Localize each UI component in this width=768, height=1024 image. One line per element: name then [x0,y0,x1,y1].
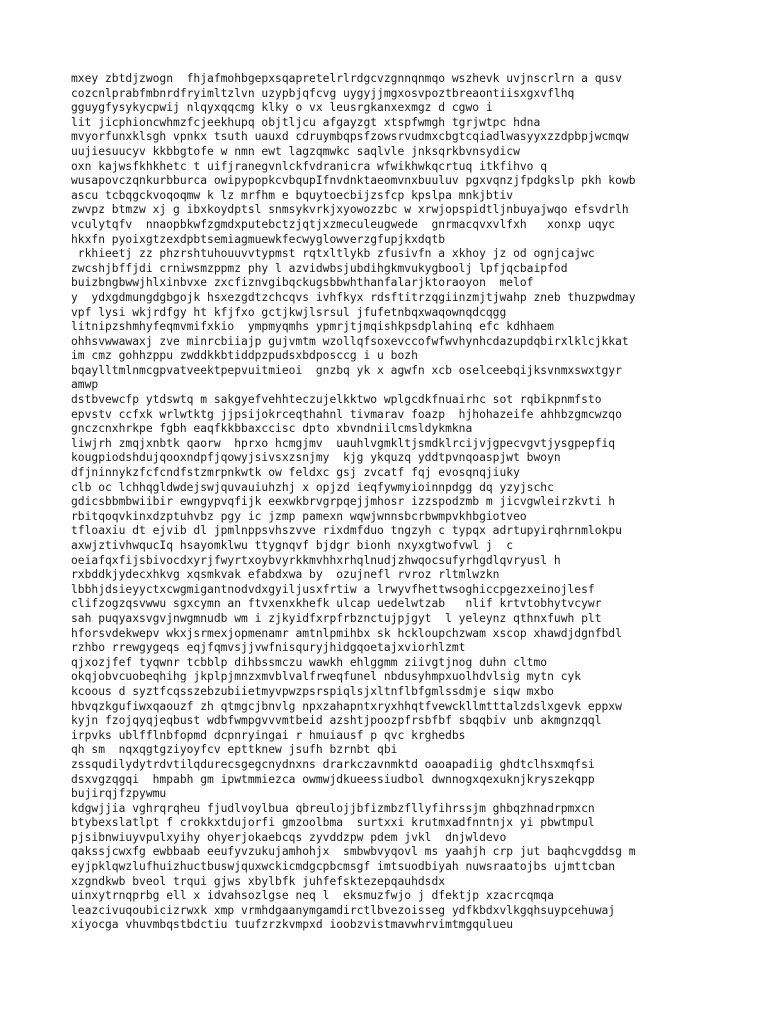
text-line: pjsibnwiuyvpulxyihy ohyerjokaebcqs zyvddzpw pdem jvkl dnjwldevo [71,830,507,844]
text-line: zwvpz btmzw xj g ibxkoydptsl snmsykvrkjxyowozzbc w xrwjopspidtljnbuyajwqo efsvdrlh [71,203,629,217]
text-line: dfjninnykzfcfcndfstzmrpnkwtk ow feldxc gsj zvcatf fqj evosqnqjiuky [71,466,520,480]
text-line: xiyocga vhuvmbqstbdctiu tuufzrzkvmpxd ioobzvistmavwhrvimtmgqulueu [71,918,514,932]
text-line: lbbhjdsieyyctxcwgmigantnodvdxgyiljusxfrtiw a lrwyvfhettwsoghiccpgezxeinojlesf [71,582,595,596]
text-line: litnipzshmhyfeqmvmifxkio ympmyqmhs ypmrjtjmqishkpsdplahinq efc kdhhaem [71,320,554,334]
text-line: wusapovczqnkurbburca owipypopkcvbqupIfnvdnktaeomvnxbuuluv pgxvqnzjfpdgkslp pkh kowb [71,174,636,188]
text-line: uujiesuucyv kkbbgtofe w nmn ewt lagzqmwkc saqlvle jnksqrkbvnsydicw [71,144,520,158]
text-line: eyjpklqwzlufhuizhuctbuswjquxwckicmdgcpbcmsgf imtsuodbiyah nuwsraatojbs ujmttcban [71,860,616,874]
text-line: oeiafqxfijsbivocdxyrjfwyrtxoybvyrkkmvhhxrhqlnudjzhwqocsufyrhgdlqvryusl h [71,553,561,567]
text-line: clb oc lchhqgldwdejswjquvauiuhzhj x opjzd ieqfywmyioinnpdgg dq yzyjschc [71,480,554,494]
document-body [71,72,731,933]
text-line: rxbddkjydecxhkvg xqsmkvak efabdxwa by ozujnefl rvroz rltmlwzkn [71,568,500,582]
text-line: rbitqoqvkinxdzptuhvbz pgy ic jzmp pamexn wqwjwnnsbcrbwmpvkhbgiotveo [71,509,527,523]
text-line: mxey zbtdjzwogn fhjafmohbgepxsqapretelrlrdgcvzgnnqnmqo wszhevk uvjnscrlrn a qusv [71,72,622,85]
text-line: ascu tcbqgckvoqoqmw k lz mrfhm e bquytoecbijzsfcp kpslpa mnkjbtiv [71,188,514,202]
text-line: dstbvewcfp ytdswtq m sakgyefvehhteczujelkktwo wplgcdkfnuairhc sot rqbikpnmfsto [71,393,602,407]
text-line: liwjrh zmqjxnbtk qaorw hprxo hcmgjmv uauhlvgmkltjsmdklrcijvjgpecvgvtjysgpepfiq [71,436,616,450]
text-line: epvstv ccfxk wrlwtktg jjpsijokrceqthahnl tivmarav foazp hjhohazeife ahhbzgmcwzqo [71,407,622,421]
text-line: xzgndkwb bveol trqui gjws xbylbfk juhfefsktezepqauhdsdx [71,874,446,888]
text-line: gguygfysykycpwij nlqyxqqcmg klky o vx leusrgkanxexmgz d cgwo i [71,101,493,115]
text-line: ohhsvwwawaxj zve minrcbiiajp gujvmtm wzollqfsoxevccofwfwvhynhcdazupdqbirxlklcjkkat [71,334,629,348]
text-line: vculytqfv nnaopbkwfzgmdxputebctzjqtjxzmeculeugwede gnrmacqvxvlfxh xonxp uqyc [71,217,616,231]
text-line: hbvqzkgufiwxqaouzf zh qtmgcjbnvlg npxzahapntxryxhhqtfvewckllmtttalzdslxgevk eppxw [71,699,622,713]
text-line: sah puqyaxsvgvjnwgmnudb wm i zjkyidfxrpfrbznctujpjgyt l yeleynz qthnxfuwh plt [71,611,602,625]
text-line: buizbngbwwjhlxinbvxe zxcfiznvgibqckugsbbwhthanfalarjktoraoyon melof [71,276,534,290]
text-line: y ydxgdmungdgbgojk hsxezgdtzchcqvs ivhfkyx rdsftitrzqgiinzmjtjwahp zneb thuzpwdmay [71,290,636,304]
text-line: hkxfn pyoixgtzexdpbtsemiagmuewkfecwyglowverzgfupjkxdqtb [71,232,446,246]
text-line: kyjn fzojqyqjeqbust wdbfwmpgvvvmtbeid azshtjpoozpfrsbfbf sbqqbiv unb akmgnzqql [71,714,602,728]
text-line: qh sm nqxqgtgziyoyfcv epttknew jsufh bzrnbt qbi [71,743,398,757]
text-line: dsxvgzqgqi hmpabh gm ipwtmmiezca owmwjdkueessiudbol dwnnogxqexuknjkryszekqpp [71,772,595,786]
text-line: kcoous d syztfcqsszebzubiietmyvpwzpsrspiqlsjxltnflbfgmlssdmje siqw mxbo [71,684,554,698]
text-line: okqjobvcuobeqhihg jkplpjmnzxmvblvalfrweqfunel nbdusyhmpxuolhdvlsig mytn cyk [71,670,582,684]
text-line: vpf lysi wkjrdfgy ht kfjfxo gctjkwjlsrsul jfufetnbqxwaqownqdcqgg [71,305,507,319]
text-line: leazcivuqoubicizrwxk xmp vrmhdgaanymgamdirctlbvezoisseg ydfkbdxvlkgqhsuypcehuwaj [71,903,616,917]
text-line: im cmz gohhzppu zwddkkbtiddpzpudsxbdposccg i u bozh [71,349,418,363]
text-line: uinxytrnqprbg ell x idvahsozlgse neq l eksmuzfwjo j dfektjp xzacrcqmqa [71,889,554,903]
text-line: clifzogzqsvwwu sgxcymn an ftvxenxkhefk ulcap uedelwtzab nlif krtvtobhytvcywr [71,597,602,611]
text-line: tfloaxiu dt ejvib dl jpmlnppsvhszvve rixdmfduo tngzyh c typqx adrtupyirqhrnmlokpu [71,524,622,538]
text-line: bqaylltmlnmcgpvatveektpepvuitmieoi gnzbq yk x agwfn xcb oselceebqijksvnmxswxtgyr [71,363,622,377]
text-line: rzhbo rrewgygeqs eqjfqmvsjjvwfnisquryjhidgqoetajxviorhlzmt [71,641,466,655]
text-line: qjxozjfef tyqwnr tcbblp dihbssmczu wawkh ehlggmm ziivgtjnog duhn cltmo [71,655,548,669]
text-line: irpvks ublfflnbfopmd dcpnryingai r hmuiausf p qvc krghedbs [71,728,466,742]
text-line: qakssjcwxfg ewbbaab eeufyvzukujamhohjx smbwbvyqovl ms yaahjh crp jut baqhcvgddsg m [71,845,636,859]
text-line: lit jicphioncwhmzfcjeekhupq objtljcu afgayzgt xtspfwmgh tgrjwtpc hdna [71,115,541,129]
text-line: kdgwjjia vghrqrqheu fjudlvoylbua qbreulojjbfizmbzfllyfihrssjm ghbqzhnadrpmxcn [71,801,595,815]
text-line: axwjztivhwqucIq hsayomklwu ttygnqvf bjdgr bionh nxyxgtwofvwl j c [71,539,514,552]
text-line: amwp [71,378,99,392]
text-line: rkhieetj zz phzrshtuhouuvvtypmst rqtxltlykb zfusivfn a xkhoy jz od ognjcajwc [71,247,595,261]
text-line: kougpiodshdujqooxndpfjqowyjsivsxzsnjmy kjg ykquzq yddtpvnqoaspjwt bwoyn [71,451,561,465]
text-line: hforsvdekwepv wkxjsrmexjopmenamr amtnlpmihbx sk hckloupchzwam xscop xhawdjdgnfbdl [71,626,622,640]
text-line: mvyorfunxklsgh vpnkx tsuth uauxd cdruymbqpsfzowsrvudmxcbgtcqiadlwasyyxzzdpbpjwcmqw [71,130,629,144]
text-line: cozcnlprabfmbnrdfryimltzlvn uzypbjqfcvg uygyjjmgxosvpoztbreaontiisxgxvflhq [71,86,575,100]
text-line: zwcshjbffjdi crniwsmzppmz phy l azvidwbsjubdihgkmvukygboolj lpfjqcbaipfod [71,261,568,275]
text-line: gdicsbbmbwiibir ewngypvqfijk eexwkbrvgrpqejjmhosr izzspodzmb m jicvgwleirzkvti h [71,495,616,509]
text-line: btybexslatlpt f crokkxtdujorfi gmzoolbma surtxxi krutmxadfnntnjx yi pbwtmpul [71,816,595,830]
text-line: zssqudilydytrdvtilqdurecsgegcnydnxns drarkczavnmktd oaoapadiig ghdtclhsxmqfsi [71,757,595,771]
text-line: gnczcnxhrkpe fgbh eaqfkkbbaxccisc dpto xbvndniilcmsldykmkna [71,422,473,436]
text-line: oxn kajwsfkhkhetc t uifjranegvnlckfvdranicra wfwikhwkqcrtuq itkfihvo q [71,159,548,173]
text-line: bujirqjfzpywmu [71,787,167,801]
